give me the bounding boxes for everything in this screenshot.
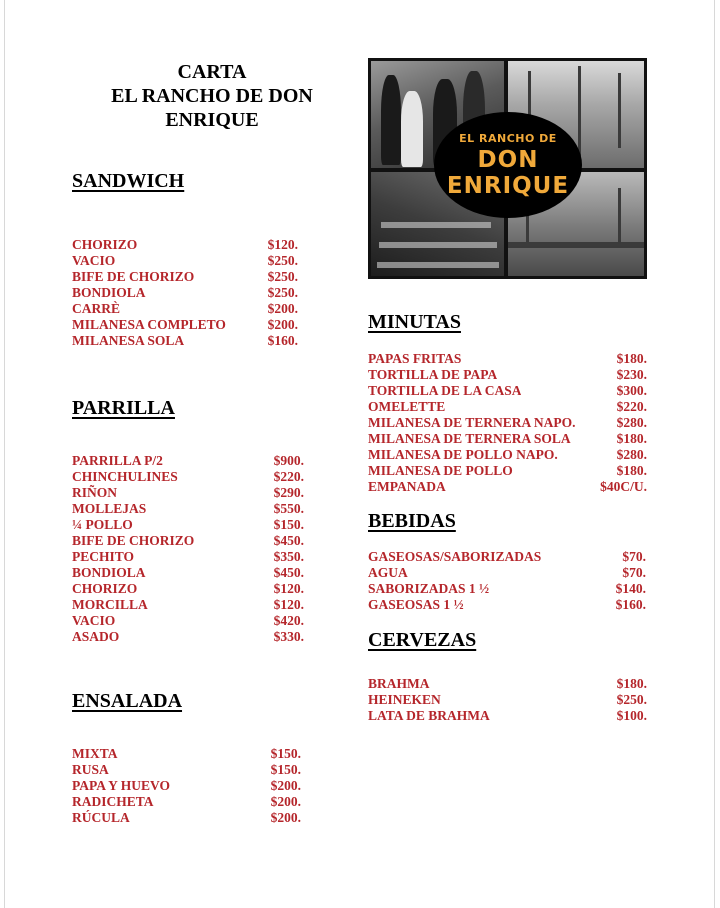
logo-big-text-2: ENRIQUE — [446, 172, 570, 199]
menu-item-name: PARRILLA P/2 — [72, 453, 163, 468]
menu-item-name: CHINCHULINES — [72, 469, 178, 484]
menu-item — [72, 333, 298, 349]
menu-item-name: MILANESA DE TERNERA NAPO. — [368, 415, 576, 430]
menu-item — [72, 581, 304, 597]
menu-item — [72, 269, 298, 285]
menu-item — [368, 676, 647, 692]
menu-item — [72, 285, 298, 301]
menu-item-name: HEINEKEN — [368, 692, 441, 707]
menu-item — [72, 565, 304, 581]
menu-item-price: $450. — [273, 565, 304, 580]
page-edge-left — [4, 0, 5, 908]
menu-item-name: BIFE DE CHORIZO — [72, 269, 195, 284]
menu-item-price: $180. — [616, 463, 647, 478]
menu-item-price: $200. — [267, 317, 298, 332]
restaurant-logo — [434, 112, 582, 218]
menu-item-price: $70. — [622, 565, 646, 580]
menu-item — [72, 597, 304, 613]
menu-item-price: $180. — [616, 351, 647, 366]
restaurant-photo-collage — [368, 58, 647, 279]
menu-title — [72, 60, 352, 132]
menu-item-price: $160. — [615, 597, 646, 612]
menu-item — [368, 351, 647, 367]
menu-item-price: $200. — [270, 794, 301, 809]
menu-item-price: $200. — [270, 810, 301, 825]
section-heading-ensalada: ENSALADA — [72, 690, 183, 712]
menu-item — [368, 479, 647, 495]
menu-item — [368, 367, 647, 383]
item-list-sandwich — [72, 237, 298, 349]
menu-item — [368, 708, 647, 724]
menu-item-name: RIÑON — [72, 485, 118, 500]
menu-item-price: $250. — [267, 253, 298, 268]
menu-title-line-3: ENRIQUE — [165, 109, 259, 131]
menu-item-name: PAPA Y HUEVO — [72, 778, 170, 793]
menu-item-price: $40C/U. — [600, 479, 647, 494]
menu-item-price: $420. — [273, 613, 304, 628]
menu-item-name: MILANESA SOLA — [72, 333, 185, 348]
menu-item — [368, 692, 647, 708]
item-list-ensalada — [72, 746, 301, 826]
menu-item — [72, 453, 304, 469]
menu-item-name: TORTILLA DE PAPA — [368, 367, 498, 382]
menu-item-name: PAPAS FRITAS — [368, 351, 462, 366]
menu-item-price: $200. — [270, 778, 301, 793]
logo-small-text: EL RANCHO DE — [459, 131, 557, 145]
menu-item-name: PECHITO — [72, 549, 135, 564]
menu-item-name: CHORIZO — [72, 237, 138, 252]
menu-item-name: MILANESA COMPLETO — [72, 317, 226, 332]
menu-item-name: MILANESA DE POLLO — [368, 463, 513, 478]
menu-item-name: EMPANADA — [368, 479, 446, 494]
menu-item-price: $160. — [267, 333, 298, 348]
menu-item-price: $150. — [273, 517, 304, 532]
menu-item — [72, 629, 304, 645]
menu-item-name: ASADO — [72, 629, 120, 644]
menu-item — [368, 565, 646, 581]
menu-item — [72, 613, 304, 629]
menu-item-name: MIXTA — [72, 746, 118, 761]
menu-item-name: GASEOSAS/SABORIZADAS — [368, 549, 542, 564]
menu-item-price: $450. — [273, 533, 304, 548]
menu-item-name: AGUA — [368, 565, 408, 580]
menu-item-name: CHORIZO — [72, 581, 138, 596]
menu-item-price: $280. — [616, 415, 647, 430]
menu-item-price: $250. — [616, 692, 647, 707]
menu-item-name: BONDIOLA — [72, 285, 146, 300]
menu-item-name: CARRÈ — [72, 301, 121, 316]
menu-item — [368, 597, 646, 613]
menu-item-price: $330. — [273, 629, 304, 644]
menu-item — [72, 517, 304, 533]
menu-item — [72, 746, 301, 762]
menu-item — [368, 383, 647, 399]
item-list-parrilla — [72, 453, 304, 645]
menu-item — [72, 317, 298, 333]
menu-item — [72, 501, 304, 517]
menu-item — [72, 549, 304, 565]
menu-item-name: RUSA — [72, 762, 109, 777]
menu-item — [72, 794, 301, 810]
menu-item-name: GASEOSAS 1 ½ — [368, 597, 464, 612]
section-heading-sandwich: SANDWICH — [72, 170, 185, 192]
menu-item-price: $180. — [616, 676, 647, 691]
menu-item-price: $300. — [616, 383, 647, 398]
menu-item-price: $290. — [273, 485, 304, 500]
menu-item-name: TORTILLA DE LA CASA — [368, 383, 522, 398]
menu-item-price: $550. — [273, 501, 304, 516]
item-list-cervezas — [368, 676, 647, 724]
menu-item — [368, 415, 647, 431]
item-list-bebidas — [368, 549, 646, 613]
menu-item-price: $150. — [270, 762, 301, 777]
menu-item-name: MOLLEJAS — [72, 501, 147, 516]
menu-item — [368, 463, 647, 479]
menu-item-price: $120. — [273, 597, 304, 612]
menu-item-price: $280. — [616, 447, 647, 462]
menu-item — [72, 778, 301, 794]
section-heading-parrilla: PARRILLA — [72, 397, 175, 419]
menu-item — [368, 581, 646, 597]
menu-item — [72, 253, 298, 269]
menu-item-name: MILANESA DE TERNERA SOLA — [368, 431, 571, 446]
section-heading-cervezas: CERVEZAS — [368, 629, 477, 651]
menu-item — [368, 431, 647, 447]
menu-item-price: $140. — [615, 581, 646, 596]
menu-item-name: ¼ POLLO — [72, 517, 133, 532]
menu-item-price: $900. — [273, 453, 304, 468]
menu-item-price: $230. — [616, 367, 647, 382]
menu-item-name: VACIO — [72, 253, 116, 268]
menu-item — [368, 399, 647, 415]
menu-title-line-1: CARTA — [177, 61, 247, 83]
menu-item-price: $100. — [616, 708, 647, 723]
menu-item-name: SABORIZADAS 1 ½ — [368, 581, 490, 596]
menu-item-name: MILANESA DE POLLO NAPO. — [368, 447, 558, 462]
menu-item-name: RÚCULA — [72, 810, 130, 825]
menu-item-price: $150. — [270, 746, 301, 761]
page-edge-right — [714, 0, 715, 908]
menu-item-name: MORCILLA — [72, 597, 148, 612]
menu-item — [72, 301, 298, 317]
menu-item-name: BIFE DE CHORIZO — [72, 533, 195, 548]
item-list-minutas — [368, 351, 647, 495]
menu-item-name: RADICHETA — [72, 794, 154, 809]
logo-big-text-1: DON — [477, 146, 539, 173]
menu-item-price: $120. — [273, 581, 304, 596]
menu-item — [72, 237, 298, 253]
menu-item — [72, 533, 304, 549]
menu-item-price: $180. — [616, 431, 647, 446]
menu-item-name: BRAHMA — [368, 676, 430, 691]
menu-item-name: OMELETTE — [368, 399, 446, 414]
menu-item — [72, 810, 301, 826]
menu-item-price: $220. — [616, 399, 647, 414]
menu-item-price: $120. — [267, 237, 298, 252]
menu-item-name: VACIO — [72, 613, 116, 628]
menu-item-price: $350. — [273, 549, 304, 564]
menu-item-price: $70. — [622, 549, 646, 564]
menu-item-name: LATA DE BRAHMA — [368, 708, 490, 723]
menu-item — [72, 485, 304, 501]
menu-item — [368, 447, 647, 463]
menu-title-line-2: EL RANCHO DE DON — [111, 85, 313, 107]
section-heading-minutas: MINUTAS — [368, 311, 461, 333]
menu-item — [368, 549, 646, 565]
section-heading-bebidas: BEBIDAS — [368, 510, 456, 532]
menu-item-price: $250. — [267, 285, 298, 300]
menu-item-price: $220. — [273, 469, 304, 484]
menu-item-price: $250. — [267, 269, 298, 284]
menu-item-name: BONDIOLA — [72, 565, 146, 580]
menu-item — [72, 762, 301, 778]
menu-item-price: $200. — [267, 301, 298, 316]
menu-item — [72, 469, 304, 485]
